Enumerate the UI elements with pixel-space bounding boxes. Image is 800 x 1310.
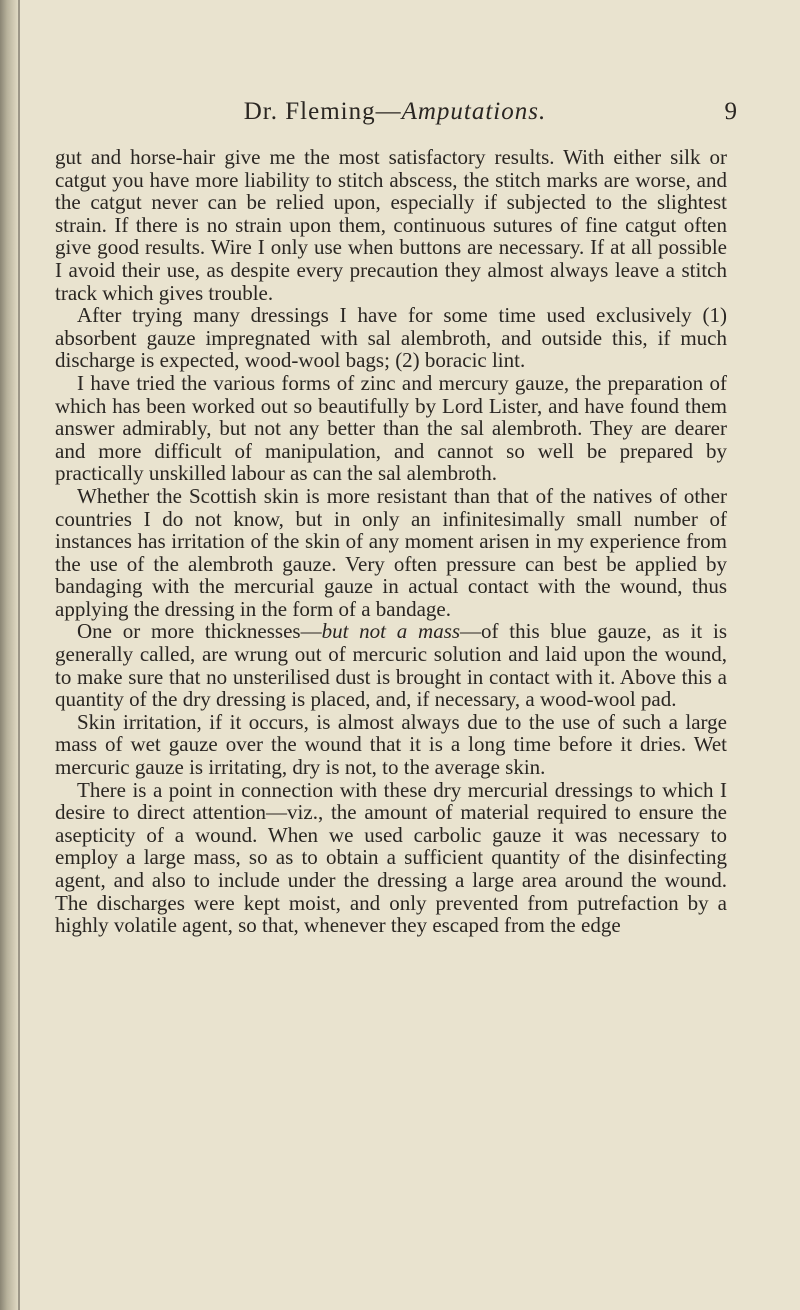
running-header [45,98,745,128]
book-page [45,0,745,1310]
body-text [55,146,727,937]
paragraph-dressings: After trying many dressings I have for some time used exclusively (1) absorbent gauze impregnated with sal alembroth, and outside this, if much discharge is expected, wood-wool bags; (2) boracic lint. [55,303,727,373]
paragraph-material-amount: There is a point in connection with these dry mercurial dressings to which I desire to direct attention—viz., the amount of material required to ensure the asepticity of a wound. When we used carbolic gauze it was necessary to employ a large mass, so as to obtain a sufficient quantity of the disinfecting agent, and also to include under the dressing a large area around the wound. The discharges were kept moist, and only prevented from putrefaction by a highly volatile agent, so that, whenever they escaped from the edge [55,777,727,938]
paragraph-blue-gauze-end: —of this blue gauze, as it is generally called, are wrung out of mercuric solution and laid upon the wound, to make sure that no unsterilised dust is brought in contact with it. Above this a quantity of the dry dressing is placed, and, if necessary, a wood-wool pad. [55,619,727,712]
paragraph-zinc-mercury-gauze: I have tried the various forms of zinc and mercury gauze, the preparation of which has been worked out so beautifully by Lord Lister, and have found them answer admirably, but not any better than the sal alembroth. They are dearer and more difficult of manipulation, and cannot so well be prepared by practically unskilled labour as can the sal alembroth. [55,370,727,486]
paragraph-blue-gauze [55,620,727,710]
paragraph-blue-gauze-emphasis: but not a mass [321,619,461,644]
running-title [45,98,745,126]
running-title-work: Amputations. [401,98,547,125]
paragraph-skin-resistance: Whether the Scottish skin is more resistant than that of the natives of other countries I do not know, but in only an infinitesimally small number of instances has irritation of the skin of any moment arisen in my experience from the use of the alembroth gauze. Very often pressure can best be applied by bandaging with the mercurial gauze in actual contact with the wound, thus applying the dressing in the form of a bandage. [55,483,727,621]
paragraph-blue-gauze-start: One or more thicknesses— [77,619,322,644]
page-gutter-shadow [0,0,18,1310]
page-number: 9 [724,98,737,125]
paragraph-stitches: gut and horse-hair give me the most satisfactory results. With either silk or catgut you have more liability to stitch abscess, the stitch marks are worse, and the catgut never can be relied upon, especially if subjected to the slightest strain. If there is no strain upon them, continuous sutures of fine catgut often give good results. Wire I only use when buttons are necessary. If at all possible I avoid their use, as despite every precaution they almost always leave a stitch track which gives trouble. [55,145,727,305]
paragraph-skin-irritation: Skin irritation, if it occurs, is almost always due to the use of such a large mass of wet gauze over the wound that it is a long time before it dries. Wet mercuric gauze is irritating, dry is not, to the average skin. [55,709,727,780]
page-edge-line [18,0,20,1310]
running-title-author: Dr. Fleming— [243,98,402,125]
